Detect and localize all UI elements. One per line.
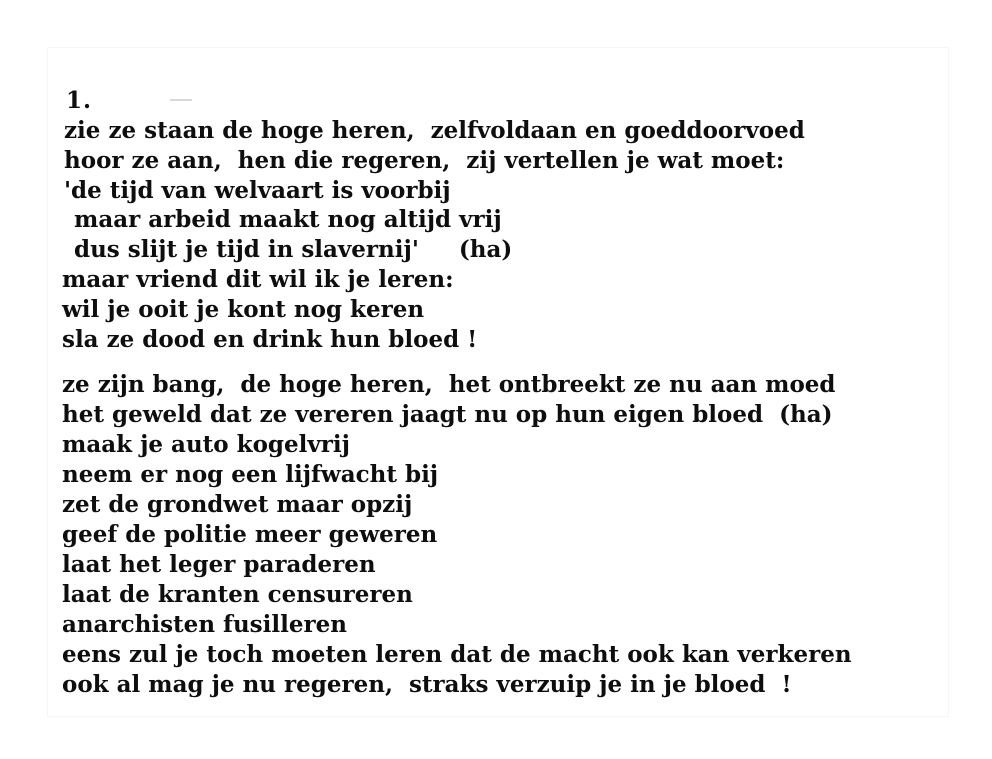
lyric-line: geef de politie meer geweren xyxy=(62,521,438,548)
lyric-line: maar vriend dit wil ik je leren: xyxy=(62,266,454,293)
lyric-line: dus slijt je tijd in slavernij' (ha) xyxy=(74,236,513,263)
lyric-line: 'de tijd van welvaart is voorbij xyxy=(64,177,451,204)
lyric-line: ook al mag je nu regeren, straks verzuip je in je bloed ! xyxy=(62,671,792,698)
lyric-line: zet de grondwet maar opzij xyxy=(62,491,413,518)
document-page xyxy=(48,48,948,716)
lyric-line: neem er nog een lijfwacht bij xyxy=(62,461,439,488)
scan-smudge xyxy=(170,99,192,101)
lyric-line: anarchisten fusilleren xyxy=(62,611,347,638)
lyric-line: laat de kranten censureren xyxy=(62,581,413,608)
lyric-line: maak je auto kogelvrij xyxy=(62,431,350,458)
lyric-line: zie ze staan de hoge heren, zelfvoldaan en goeddoorvoed xyxy=(64,117,805,144)
lyric-line: eens zul je toch moeten leren dat de macht ook kan verkeren xyxy=(62,641,852,668)
lyric-line: maar arbeid maakt nog altijd vrij xyxy=(74,206,502,233)
lyric-line: het geweld dat ze vereren jaagt nu op hun eigen bloed (ha) xyxy=(62,401,833,428)
lyric-line: sla ze dood en drink hun bloed ! xyxy=(62,326,478,353)
verse-number: 1. xyxy=(66,87,93,114)
lyric-line: wil je ooit je kont nog keren xyxy=(62,296,425,323)
lyric-line: laat het leger paraderen xyxy=(62,551,376,578)
lyric-line: hoor ze aan, hen die regeren, zij vertellen je wat moet: xyxy=(64,147,785,174)
lyric-line: ze zijn bang, de hoge heren, het ontbreekt ze nu aan moed xyxy=(62,371,836,398)
